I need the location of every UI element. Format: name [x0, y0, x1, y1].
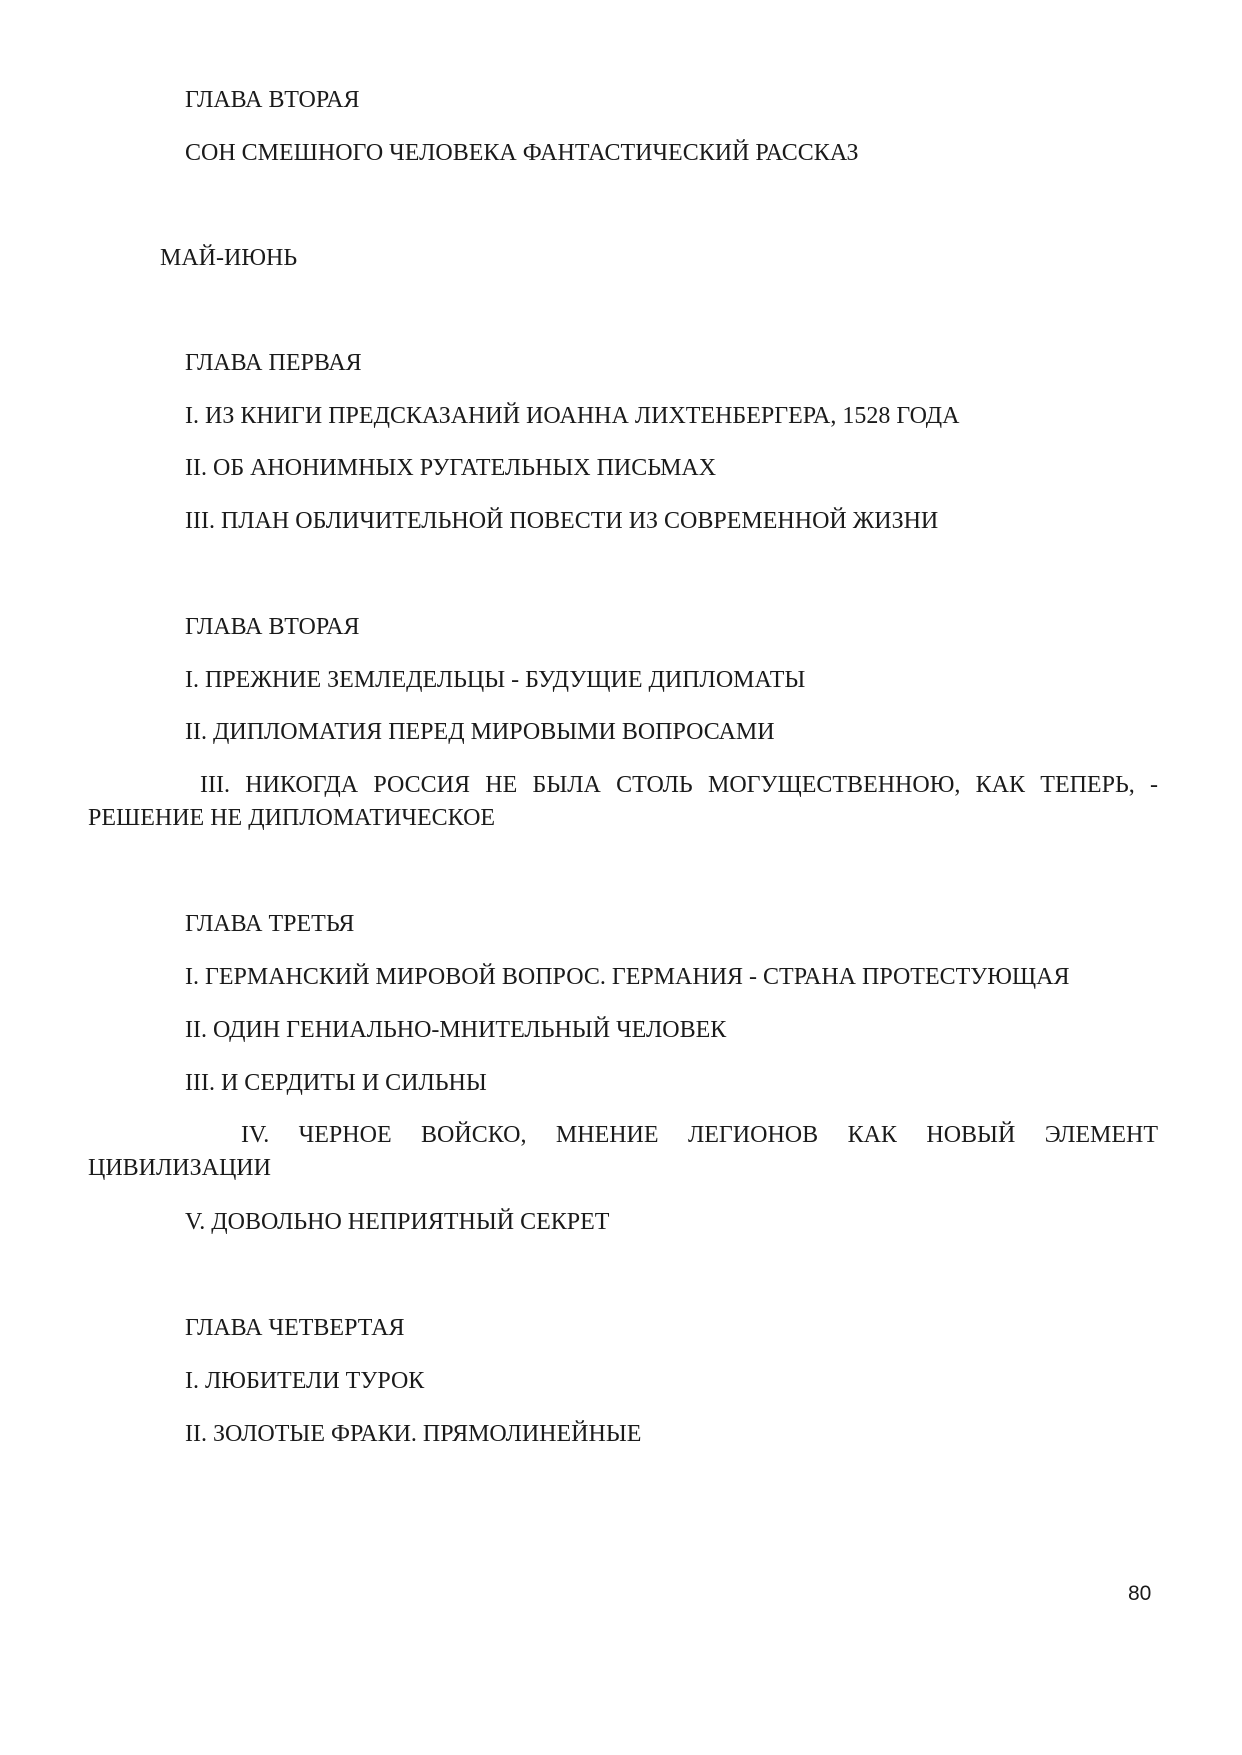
toc-entry: II. ОДИН ГЕНИАЛЬНО-МНИТЕЛЬНЫЙ ЧЕЛОВЕК	[185, 1017, 727, 1043]
chapter-heading: ГЛАВА ТРЕТЬЯ	[185, 911, 355, 937]
story-title: СОН СМЕШНОГО ЧЕЛОВЕКА ФАНТАСТИЧЕСКИЙ РАССКАЗ	[185, 140, 859, 166]
chapter-heading: ГЛАВА ПЕРВАЯ	[185, 350, 362, 376]
toc-entry: III. ПЛАН ОБЛИЧИТЕЛЬНОЙ ПОВЕСТИ ИЗ СОВРЕМЕННОЙ ЖИЗНИ	[185, 508, 939, 534]
toc-entry-multiline: III. НИКОГДА РОССИЯ НЕ БЫЛА СТОЛЬ МОГУЩЕСТВЕННОЮ, КАК ТЕПЕРЬ, - РЕШЕНИЕ НЕ ДИПЛОМАТИЧЕСКОЕ	[88, 772, 1158, 831]
toc-entry: III. И СЕРДИТЫ И СИЛЬНЫ	[185, 1070, 487, 1096]
toc-entry-multiline: IV. ЧЕРНОЕ ВОЙСКО, МНЕНИЕ ЛЕГИОНОВ КАК НОВЫЙ ЭЛЕМЕНТ ЦИВИЛИЗАЦИИ	[88, 1122, 1158, 1181]
chapter-heading: ГЛАВА ЧЕТВЕРТАЯ	[185, 1315, 405, 1341]
section-heading-month: МАЙ-ИЮНЬ	[160, 245, 298, 271]
toc-entry: II. ОБ АНОНИМНЫХ РУГАТЕЛЬНЫХ ПИСЬМАХ	[185, 455, 717, 481]
page-number: 80	[1128, 1582, 1152, 1605]
toc-entry: I. ГЕРМАНСКИЙ МИРОВОЙ ВОПРОС. ГЕРМАНИЯ - СТРАНА ПРОТЕСТУЮЩАЯ	[185, 964, 1070, 990]
toc-entry: II. ЗОЛОТЫЕ ФРАКИ. ПРЯМОЛИНЕЙНЫЕ	[185, 1421, 642, 1447]
toc-entry: I. ПРЕЖНИЕ ЗЕМЛЕДЕЛЬЦЫ - БУДУЩИЕ ДИПЛОМАТЫ	[185, 667, 806, 693]
chapter-heading: ГЛАВА ВТОРАЯ	[185, 87, 360, 113]
toc-entry: II. ДИПЛОМАТИЯ ПЕРЕД МИРОВЫМИ ВОПРОСАМИ	[185, 719, 775, 745]
chapter-heading: ГЛАВА ВТОРАЯ	[185, 614, 360, 640]
toc-entry: I. ИЗ КНИГИ ПРЕДСКАЗАНИЙ ИОАННА ЛИХТЕНБЕРГЕРА, 1528 ГОДА	[185, 403, 960, 429]
toc-entry: I. ЛЮБИТЕЛИ ТУРОК	[185, 1368, 425, 1394]
toc-entry: V. ДОВОЛЬНО НЕПРИЯТНЫЙ СЕКРЕТ	[185, 1209, 610, 1235]
